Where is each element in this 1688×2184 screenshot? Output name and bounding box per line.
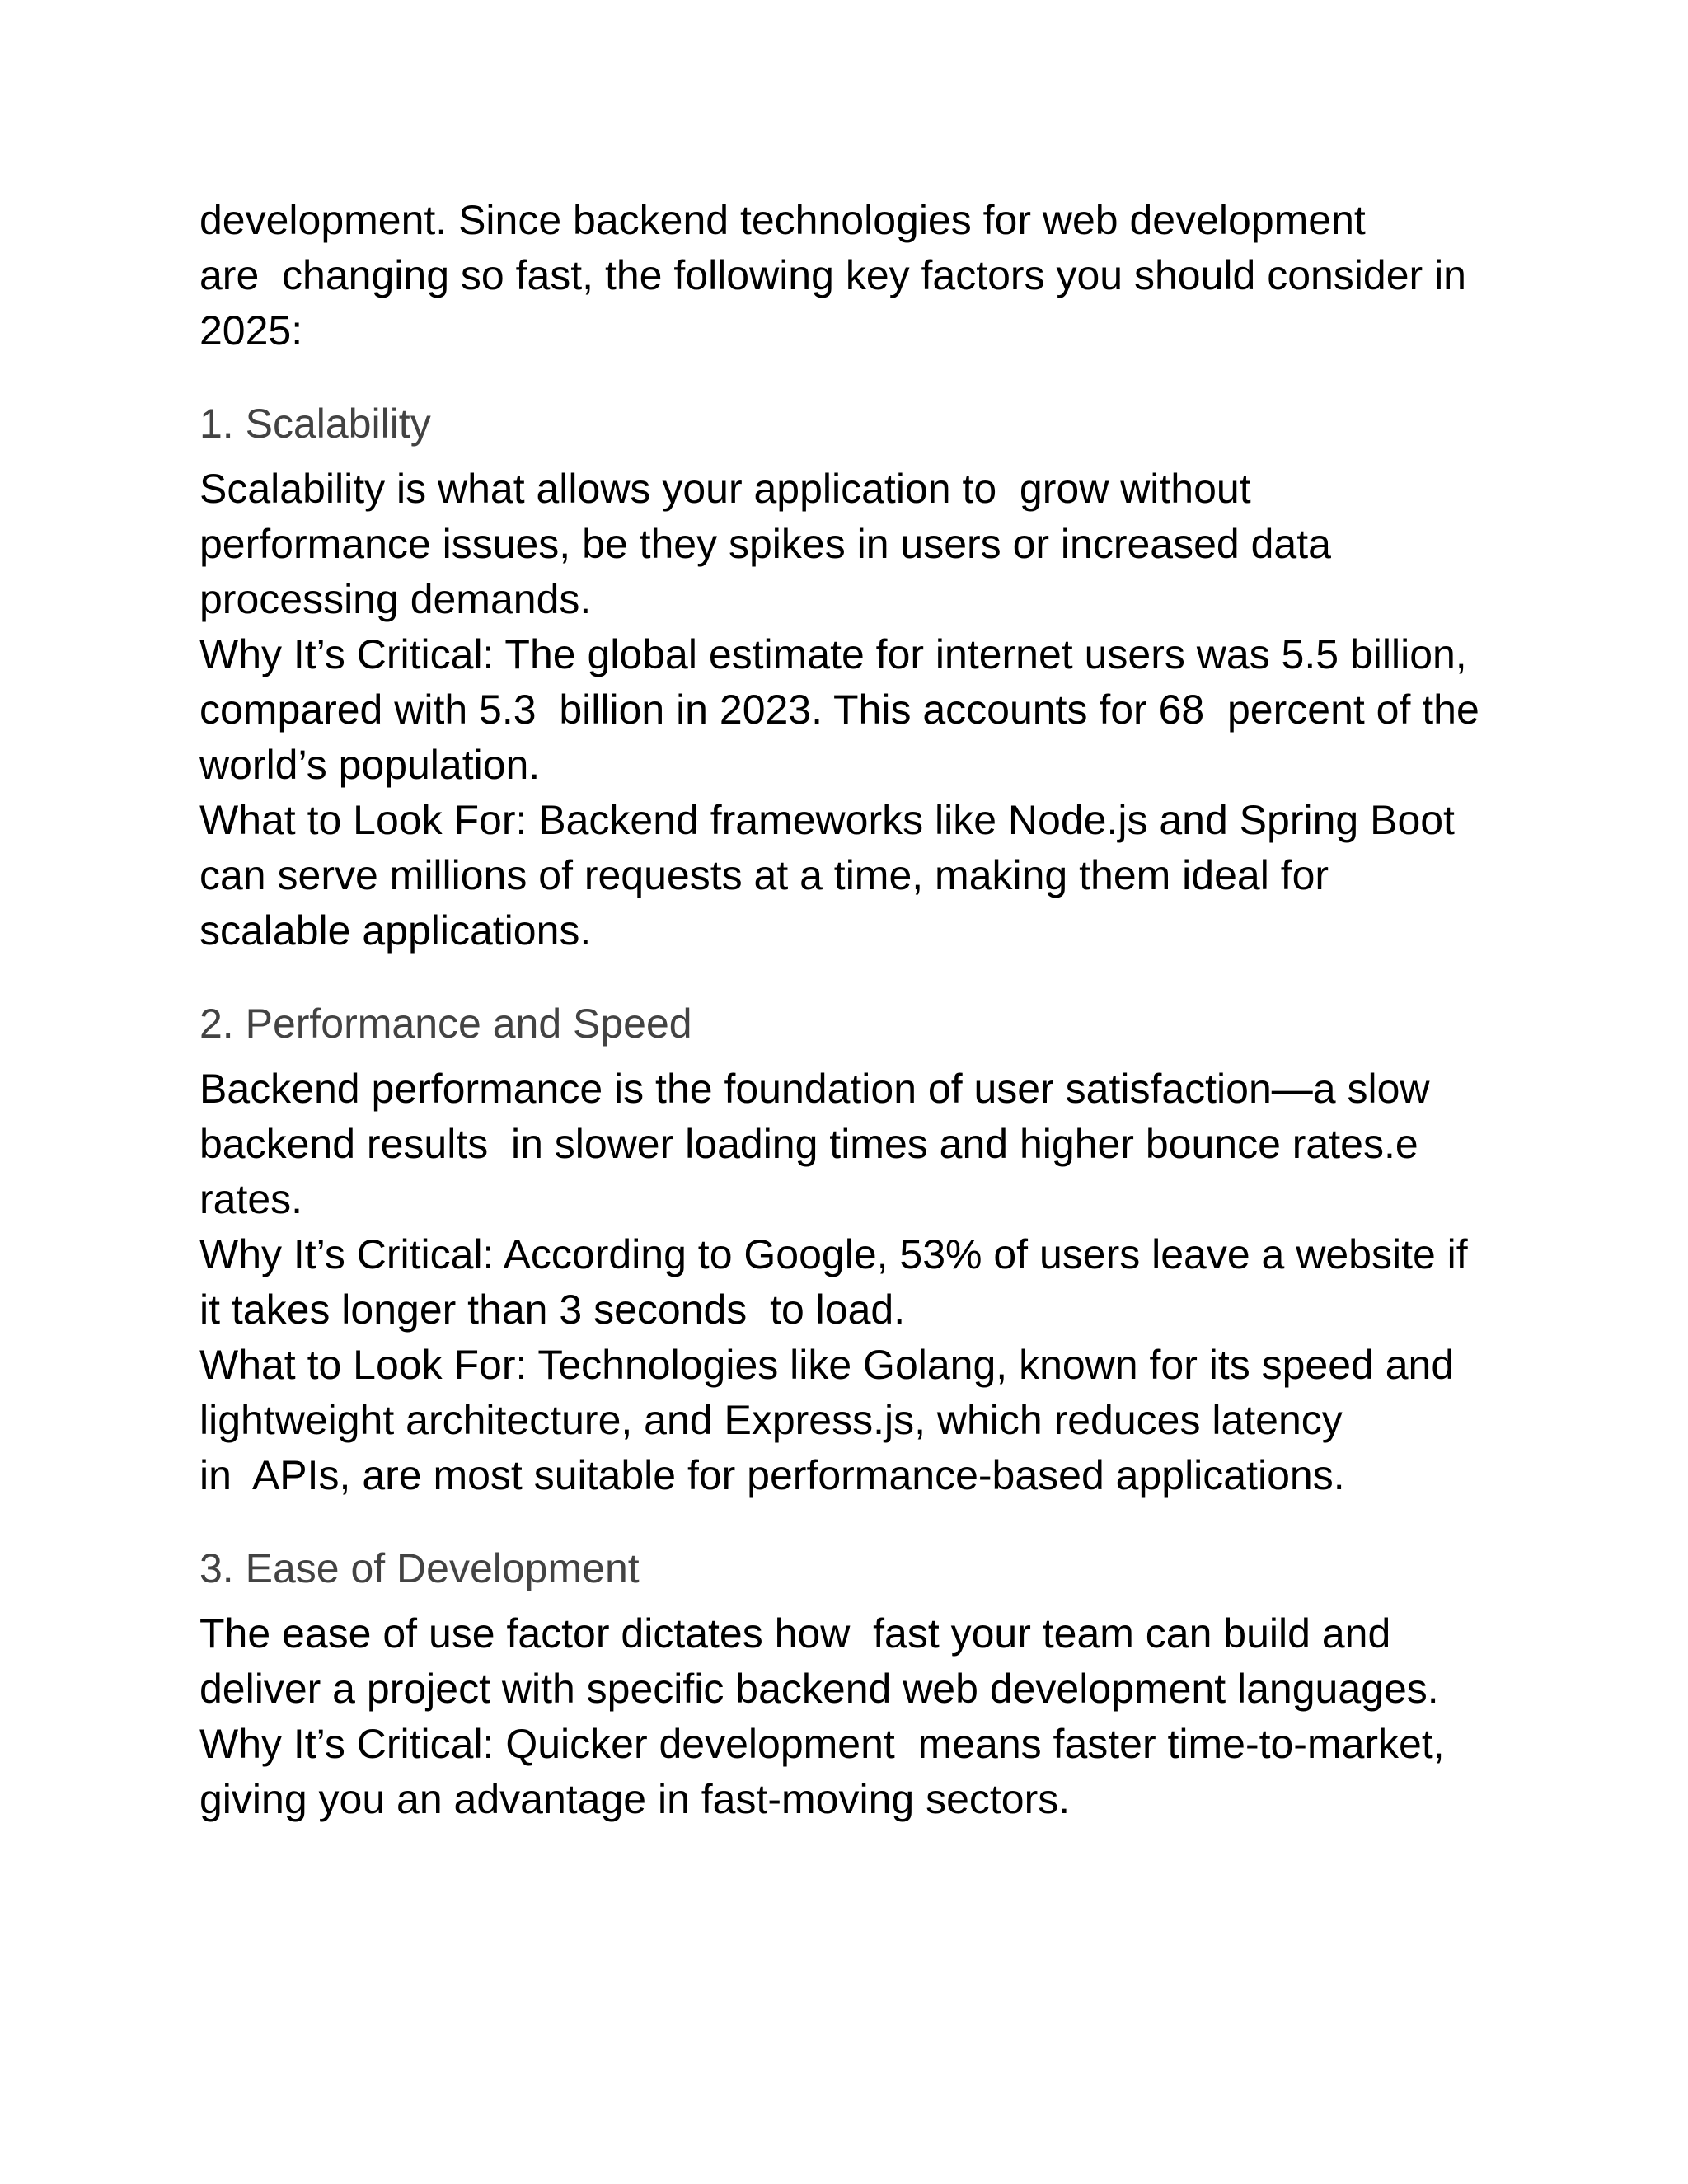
text-line: scalable applications. [199,907,592,954]
section-heading: 1. Scalability [199,401,431,447]
text-line: 2025: [199,307,303,354]
section-heading: 3. Ease of Development [199,1545,640,1591]
text-line: development. Since backend technologies for web development [199,197,1366,243]
section-ease-of-development [199,1541,1551,1827]
text-line: performance issues, be they spikes in users or increased data [199,521,1331,567]
text-line: processing demands. [199,576,592,622]
text-line: What to Look For: Backend frameworks like Node.js and Spring Boot [199,797,1455,843]
section-performance-and-speed [199,996,1551,1503]
text-line: in APIs, are most suitable for performance-based applications. [199,1452,1345,1498]
text-line: Backend performance is the foundation of user satisfaction—a slow [199,1066,1430,1112]
text-line: can serve millions of requests at a time, making them ideal for [199,852,1329,898]
text-line: Why It’s Critical: Quicker development means faster time-to-market, [199,1721,1445,1767]
text-line: Scalability is what allows your application to grow without [199,466,1251,512]
section-scalability [199,396,1551,958]
text-line: compared with 5.3 billion in 2023. This accounts for 68 percent of the [199,687,1479,733]
text-line: backend results in slower loading times and higher bounce rates.e [199,1121,1418,1167]
text-line: rates. [199,1176,303,1222]
text-line: it takes longer than 3 seconds to load. [199,1286,906,1333]
text-line: world’s population. [199,742,541,788]
document-body [199,193,1551,1865]
text-line: What to Look For: Technologies like Golang, known for its speed and [199,1342,1455,1388]
text-line: The ease of use factor dictates how fast your team can build and [199,1610,1391,1657]
section-heading: 2. Performance and Speed [199,1001,692,1047]
text-line: deliver a project with specific backend web development languages. [199,1666,1439,1712]
text-line: Why It’s Critical: According to Google, 53% of users leave a website if [199,1231,1468,1277]
text-line: lightweight architecture, and Express.js, which reduces latency [199,1397,1343,1443]
text-line: giving you an advantage in fast-moving sectors. [199,1776,1071,1822]
text-line: Why It’s Critical: The global estimate for internet users was 5.5 billion, [199,631,1467,677]
text-line: are changing so fast, the following key factors you should consider in [199,252,1466,298]
intro-paragraph [199,193,1551,359]
